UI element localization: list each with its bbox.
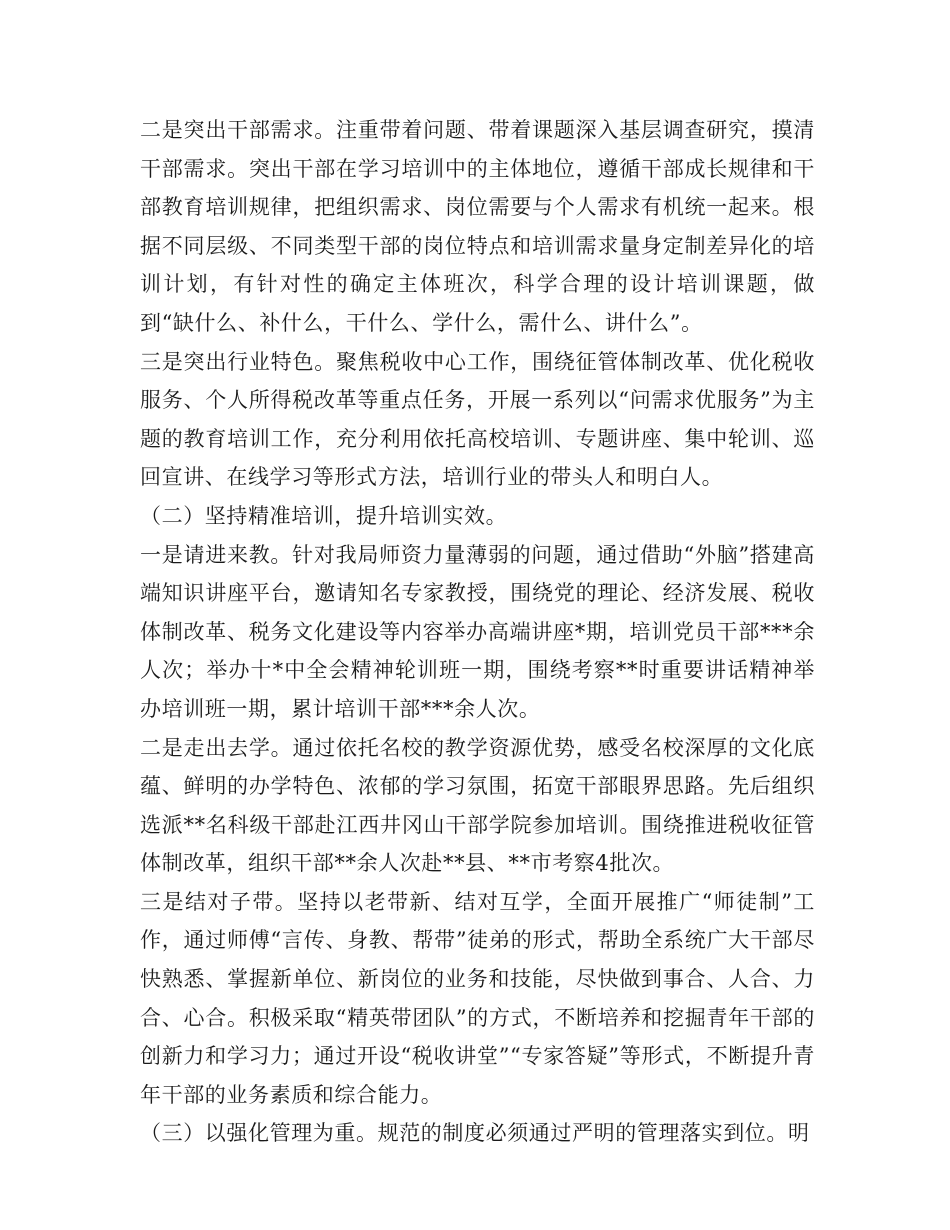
- paragraph-mentoring: 三是结对子带。坚持以老带新、结对互学，全面开展推广“师徒制”工作，通过师傅“言传、身教、帮带”徒弟的形式，帮助全系统广大干部尽快熟悉、掌握新单位、新岗位的业务和技能，尽快做到事合、人合、力合、心合。积极采取“精英带团队”的方式，不断培养和挖掘青年干部的创新力和学习力；通过开设“税收讲堂”“专家答疑”等形式，不断提升青年干部的业务素质和综合能力。: [140, 889, 815, 1107]
- paragraph-invite-teachers: 一是请进来教。针对我局师资力量薄弱的问题，通过借助“外脑”搭建高端知识讲座平台，邀请知名专家教授，围绕党的理论、经济发展、税收体制改革、税务文化建设等内容举办高端讲座*期，培训党员干部***余人次；举办十*中全会精神轮训班一期，围绕考察**时重要讲话精神举办培训班一期，累计培训干部***余人次。: [140, 542, 815, 721]
- section-heading-precise-training: （二）坚持精准培训，提升培训实效。: [140, 503, 508, 528]
- paragraph-go-out-learn: 二是走出去学。通过依托名校的教学资源优势，感受名校深厚的文化底蕴、鲜明的办学特色、浓郁的学习氛围，拓宽干部眼界思路。先后组织选派**名科级干部赴江西井冈山干部学院参加培训。围绕推进税收征管体制改革，组织干部**余人次赴**县、**市考察4批次。: [140, 735, 815, 876]
- paragraph-industry-features: 三是突出行业特色。聚焦税收中心工作，围绕征管体制改革、优化税收服务、个人所得税改革等重点任务，开展一系列以“问需求优服务”为主题的教育培训工作，充分利用依托高校培训、专题讲座、集中轮训、巡回宣讲、在线学习等形式方法，培训行业的带头人和明白人。: [140, 349, 815, 490]
- document-body: [140, 111, 815, 1153]
- section-heading-strengthen-management: （三）以强化管理为重。规范的制度必须通过严明的管理落实到位。明: [140, 1121, 810, 1146]
- paragraph-cadre-needs: 二是突出干部需求。注重带着问题、带着课题深入基层调查研究，摸清干部需求。突出干部在学习培训中的主体地位，遵循干部成长规律和干部教育培训规律，把组织需求、岗位需要与个人需求有机统一起来。根据不同层级、不同类型干部的岗位特点和培训需求量身定制差异化的培训计划，有针对性的确定主体班次，科学合理的设计培训课题，做到“缺什么、补什么，干什么、学什么，需什么、讲什么”。: [140, 118, 815, 335]
